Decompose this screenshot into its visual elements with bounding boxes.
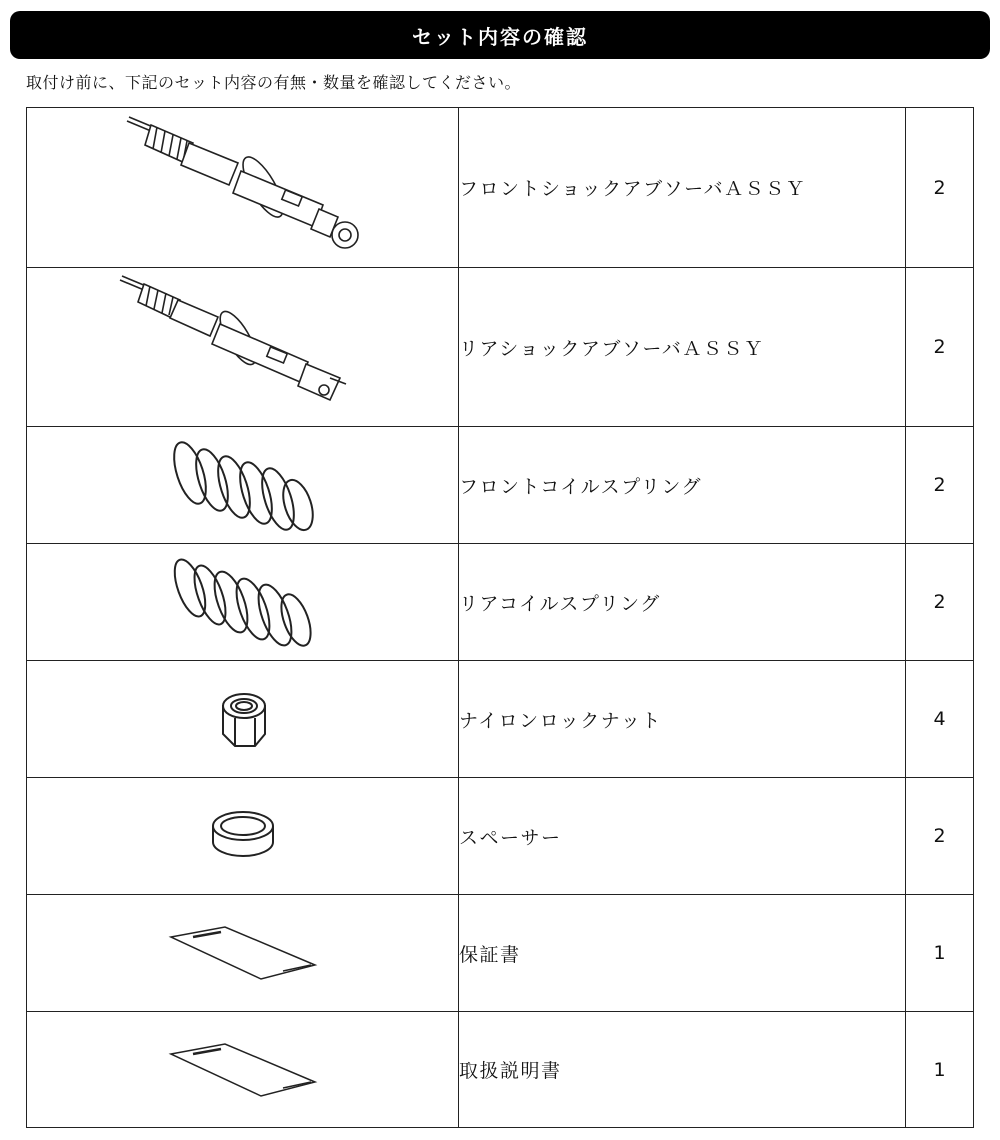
coil-spring-icon xyxy=(168,552,318,652)
item-name: リアショックアブソーバＡＳＳＹ xyxy=(459,268,906,427)
table-row xyxy=(27,778,974,895)
document-icon xyxy=(163,923,323,983)
item-quantity: 1 xyxy=(906,895,974,1012)
contents-table xyxy=(26,107,974,1128)
table-row xyxy=(27,427,974,544)
coil-spring-icon xyxy=(168,435,318,535)
item-quantity: 4 xyxy=(906,661,974,778)
front-shock-absorber-icon xyxy=(123,113,363,263)
item-quantity: 2 xyxy=(906,108,974,268)
table-row xyxy=(27,895,974,1012)
item-name: ナイロンロックナット xyxy=(459,661,906,778)
item-name: フロントショックアブソーバＡＳＳＹ xyxy=(459,108,906,268)
item-name: 保証書 xyxy=(459,895,906,1012)
rear-shock-absorber-icon xyxy=(118,272,368,422)
spacer-icon xyxy=(203,806,283,866)
item-name: リアコイルスプリング xyxy=(459,544,906,661)
item-image-cell xyxy=(27,895,459,1012)
table-row xyxy=(27,108,974,268)
item-quantity: 2 xyxy=(906,268,974,427)
item-image-cell xyxy=(27,268,459,427)
document-icon xyxy=(163,1040,323,1100)
item-quantity: 2 xyxy=(906,778,974,895)
item-quantity: 2 xyxy=(906,544,974,661)
item-quantity: 1 xyxy=(906,1012,974,1128)
table-row xyxy=(27,544,974,661)
item-name: フロントコイルスプリング xyxy=(459,427,906,544)
item-quantity: 2 xyxy=(906,427,974,544)
table-row xyxy=(27,661,974,778)
item-image-cell xyxy=(27,427,459,544)
section-header xyxy=(10,11,990,59)
item-image-cell xyxy=(27,778,459,895)
table-row xyxy=(27,268,974,427)
item-image-cell xyxy=(27,1012,459,1128)
item-image-cell xyxy=(27,544,459,661)
lock-nut-icon xyxy=(213,684,273,754)
item-name: スペーサー xyxy=(459,778,906,895)
item-name: 取扱説明書 xyxy=(459,1012,906,1128)
item-image-cell xyxy=(27,661,459,778)
intro-text: 取付け前に、下記のセット内容の有無・数量を確認してください。 xyxy=(26,73,522,92)
item-image-cell xyxy=(27,108,459,268)
table-row xyxy=(27,1012,974,1128)
page-title: セット内容の確認 xyxy=(412,24,588,49)
